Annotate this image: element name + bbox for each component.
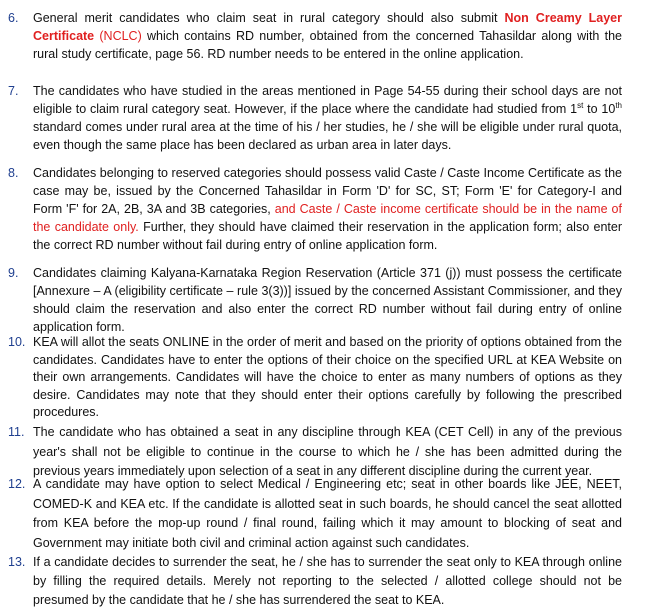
highlight-nclc-abbr: (NCLC) xyxy=(94,29,142,43)
item-text: A candidate may have option to select Medical / Engineering etc; seat in other boards like JEE, NEET, COMED-K and KEA etc. If the candidate is allotted seat in such boards, he should cancel the seat allotted from KEA before the mop-up round / final round, failing which it may amount to blocking of seat and Government may initiate both civil and criminal action against such candidates. xyxy=(33,477,622,550)
item-number: 8. xyxy=(8,166,19,180)
item-text: If a candidate decides to surrender the seat, he / she has to surrender the seat only to KEA through online by filling the required details. Merely not reporting to the selected / allotted college should not be presumed by the candidate that he / she has surrendered the seat to KEA. xyxy=(33,555,622,607)
list-item-6 xyxy=(8,9,622,63)
item-text: Candidates belonging to reserved categories should possess valid Caste / Caste Income Certificate as the case may be, issued by the Concerned Tahasildar in Form 'D' for SC, ST; Form 'E' for Category-I and Form 'F' for 2A, 2B, 3A and 3B categories, and Caste / Caste income certificate should be in the name of the candidate only. Further, they should have claimed their reservation in the application form; also enter the correct RD number without fail during entry of online application form. xyxy=(33,166,623,252)
item-text: The candidates who have studied in the areas mentioned in Page 54-55 during their school days are not eligible to claim rural category seat. However, if the place where the candidate had studied from 1st to 10th standard comes under rural area at the time of his / her studies, he / she will be eligible under rural quota, even though the same place has been declared as urban area in later days. xyxy=(33,84,622,152)
list-item-13 xyxy=(8,553,622,610)
highlight-nclc: Non Creamy Layer Certificate xyxy=(33,11,622,43)
item-number: 7. xyxy=(8,84,19,98)
item-number: 11. xyxy=(8,425,25,439)
item-number: 12. xyxy=(8,477,26,491)
item-text: General merit candidates who claim seat in rural category should also submit Non Creamy Layer Certificate (NCLC) which contains RD number, obtained from the concerned Tahasildar along with the rural study certificate, page 56. RD number needs to be entered in the online application. xyxy=(33,11,622,61)
list-item-7 xyxy=(8,82,622,154)
item-number: 6. xyxy=(8,11,19,25)
highlight-caste-certificate: and Caste / Caste income certificate should be in the name of the candidate only. xyxy=(33,202,622,234)
item-number: 9. xyxy=(8,266,19,280)
list-item-10 xyxy=(8,334,622,422)
item-text: KEA will allot the seats ONLINE in the order of merit and based on the priority of options obtained from the candidates. Candidates have to enter the options of their choice on the specified URL at KEA Website on their own arrangements. Candidates will have the choice to enter as many numbers of options as they desire. Candidates may note that they should enter their options carefully by following the prescribed procedures. xyxy=(33,335,622,419)
item-text: The candidate who has obtained a seat in any discipline through KEA (CET Cell) in any of the previous year's shall not be eligible to continue in the course to which he / she has been admitted during the previous years immediately upon selection of a seat in any different discipline during the current year. xyxy=(33,425,622,478)
item-number: 13. xyxy=(8,555,26,569)
list-item-12 xyxy=(8,475,622,553)
list-item-9 xyxy=(8,264,622,336)
list-item-8 xyxy=(8,164,622,254)
item-number: 10. xyxy=(8,335,26,349)
item-text: Candidates claiming Kalyana-Karnataka Region Reservation (Article 371 (j)) must possess the certificate [Annexure – A (eligibility certificate – rule 3(3))] issued by the concerned Assistant Commissioner, and they should claim the reservation and also enter the correct RD number without fail during entry of online application form. xyxy=(33,266,622,334)
list-item-11 xyxy=(8,423,622,482)
